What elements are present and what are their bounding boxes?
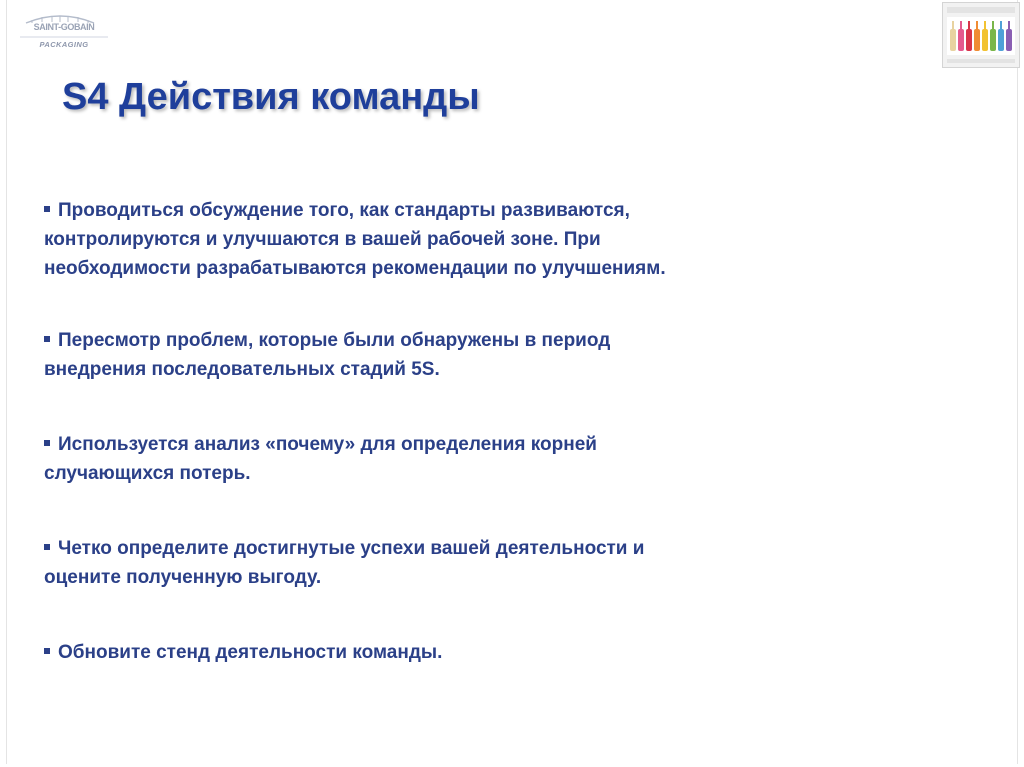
bottle-body: [998, 29, 1004, 51]
bullet-line: Проводиться обсуждение того, как стандарты развиваются,: [58, 200, 630, 221]
bottle-body: [958, 29, 964, 51]
bullet-square-icon: [44, 440, 50, 446]
bottle-body: [974, 29, 980, 51]
bottle-neck: [992, 21, 994, 29]
bottle-neck: [976, 21, 978, 29]
bullet-square-icon: [44, 648, 50, 654]
saint-gobain-logo: [12, 10, 108, 52]
bullet-square-icon: [44, 206, 50, 212]
bottle-neck: [1000, 21, 1002, 29]
bottle-body: [982, 29, 988, 51]
bullet-line: случающихся потерь.: [44, 463, 251, 484]
bottles-image: [943, 3, 1019, 67]
bullet-line: Используется анализ «почему» для определения корней: [58, 434, 597, 455]
preview-thumbnail: [942, 2, 1020, 68]
logo-division-name: PACKAGING: [39, 40, 89, 49]
bottle-neck: [960, 21, 962, 29]
bottle-body: [1006, 29, 1012, 51]
bottle-neck: [952, 21, 954, 29]
bullet-line: Пересмотр проблем, которые были обнаружены в период: [58, 330, 611, 351]
bottle-neck: [984, 21, 986, 29]
bullet-line: внедрения последовательных стадий 5S.: [44, 359, 440, 380]
bottle-neck: [1008, 21, 1010, 29]
bullet-item: [44, 534, 824, 592]
bullet-line: Четко определите достигнутые успехи вашей деятельности и: [58, 538, 645, 559]
bottle-body: [990, 29, 996, 51]
bottle-body: [966, 29, 972, 51]
bullet-line: Обновите стенд деятельности команды.: [58, 642, 443, 663]
bullet-line: контролируются и улучшаются в вашей рабочей зоне. При: [44, 229, 601, 250]
slide-title: S4 Действия команды: [62, 76, 480, 118]
bullet-line: оцените полученную выгоду.: [44, 567, 322, 588]
logo-company-name: SAINT-GOBAIN: [33, 22, 95, 32]
bullet-square-icon: [44, 544, 50, 550]
bullet-item: [44, 638, 824, 667]
bullet-item: [44, 196, 824, 283]
bottle-body: [950, 29, 956, 51]
bullet-item: [44, 326, 824, 384]
bullet-square-icon: [44, 336, 50, 342]
bottle-neck: [968, 21, 970, 29]
bullet-line: необходимости разрабатываются рекомендации по улучшениям.: [44, 258, 666, 279]
bullet-item: [44, 430, 824, 488]
